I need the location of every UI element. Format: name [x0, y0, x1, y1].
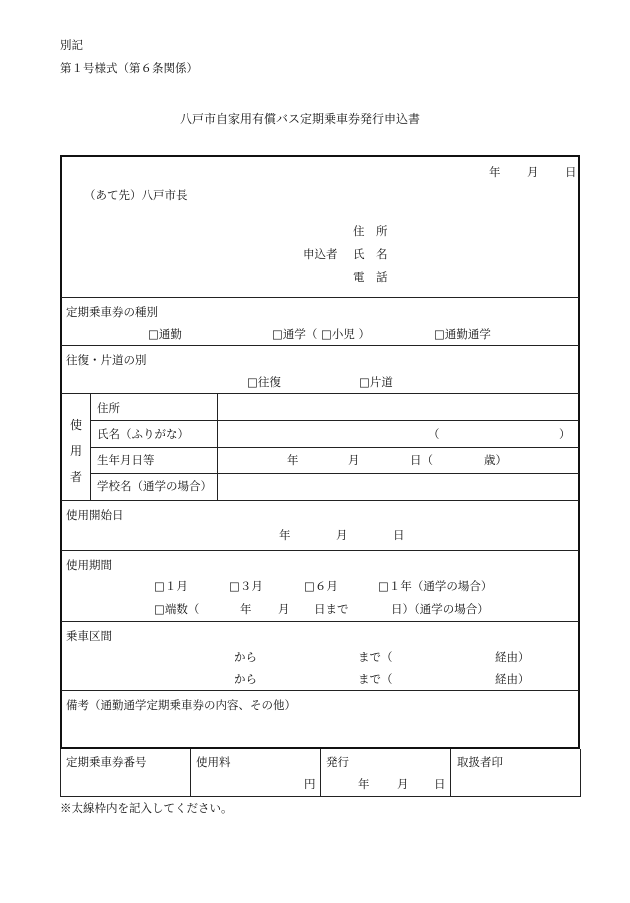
divider	[61, 393, 579, 394]
section-2-to: まで（	[358, 672, 393, 686]
divider	[90, 420, 579, 421]
pass-type-commute-school-checkbox[interactable]: □通学（ □小児 ）	[272, 327, 371, 341]
divider	[217, 393, 218, 500]
pass-type-label: 定期乗車券の種別	[66, 305, 158, 319]
user-name-paren-open: （	[428, 427, 440, 441]
period-fraction-days: 日）（通学の場合）	[391, 602, 489, 616]
section-1-via: 経由）	[495, 650, 530, 664]
user-name-paren-close: ）	[559, 427, 571, 441]
pass-type-work-school-checkbox[interactable]: □通勤通学	[434, 327, 491, 341]
handler-seal-label: 取扱者印	[457, 755, 503, 769]
user-school-label: 学校名（通学の場合）	[97, 479, 212, 493]
form-number: 第１号様式（第６条関係）	[60, 61, 198, 75]
divider	[61, 500, 579, 501]
user-birth-day: 日（	[410, 453, 433, 467]
date-year: 年	[489, 165, 501, 179]
divider	[450, 749, 451, 797]
divider	[90, 393, 91, 500]
section-2-from: から	[234, 672, 257, 686]
fee-yen: 円	[304, 777, 316, 791]
period-label: 使用期間	[66, 558, 112, 572]
applicant-phone-label: 電 話	[353, 270, 388, 284]
trip-type-label: 往復・片道の別	[66, 353, 147, 367]
page-title: 八戸市自家用有償バス定期乗車券発行申込書	[180, 112, 421, 126]
issue-label: 発行	[326, 755, 349, 769]
period-6-months-checkbox[interactable]: □６月	[304, 579, 338, 593]
fee-label: 使用料	[196, 755, 231, 769]
user-vertical-label: 使 用 者	[69, 418, 82, 484]
applicant-label: 申込者	[303, 247, 338, 261]
user-birth-label: 生年月日等	[97, 453, 155, 467]
divider	[320, 749, 321, 797]
user-birth-year: 年	[287, 453, 299, 467]
period-fraction-year: 年	[240, 602, 252, 616]
period-1-month-checkbox[interactable]: □１月	[154, 579, 188, 593]
section-label: 乗車区間	[66, 629, 112, 643]
divider	[61, 297, 579, 298]
period-1-year-checkbox[interactable]: □１年（通学の場合）	[378, 579, 493, 593]
period-fraction-month: 月	[278, 602, 290, 616]
applicant-name-label: 氏 名	[353, 247, 388, 261]
section-1-from: から	[234, 650, 257, 664]
user-birth-age: 歳）	[484, 453, 507, 467]
addressee: （あて先）八戸市長	[84, 188, 188, 202]
section-1-to: まで（	[358, 650, 393, 664]
start-date-year: 年	[279, 528, 291, 542]
annex-label: 別記	[60, 38, 83, 52]
user-birth-month: 月	[348, 453, 360, 467]
divider	[61, 690, 579, 691]
one-way-checkbox[interactable]: □片道	[359, 375, 393, 389]
user-name-label: 氏名（ふりがな）	[97, 427, 189, 441]
divider	[61, 621, 579, 622]
divider	[90, 473, 579, 474]
user-address-label: 住所	[97, 401, 120, 415]
divider	[61, 345, 579, 346]
issue-month: 月	[397, 777, 409, 791]
round-trip-checkbox[interactable]: □往復	[247, 375, 281, 389]
start-date-month: 月	[336, 528, 348, 542]
divider	[190, 749, 191, 797]
applicant-address-label: 住 所	[353, 224, 388, 238]
period-3-months-checkbox[interactable]: □３月	[229, 579, 263, 593]
start-date-day: 日	[393, 528, 405, 542]
issue-day: 日	[434, 777, 446, 791]
date-day: 日	[565, 165, 577, 179]
date-month: 月	[527, 165, 539, 179]
period-fraction-checkbox[interactable]: □端数（	[154, 602, 200, 616]
issue-year: 年	[358, 777, 370, 791]
divider	[90, 447, 579, 448]
pass-number-label: 定期乗車券番号	[66, 755, 147, 769]
section-2-via: 経由）	[495, 672, 530, 686]
remarks-label: 備考（通勤通学定期乗車券の内容、その他）	[66, 698, 296, 712]
start-date-label: 使用開始日	[66, 508, 124, 522]
footnote: ※太線枠内を記入してください。	[60, 801, 233, 815]
pass-type-commute-work-checkbox[interactable]: □通勤	[148, 327, 182, 341]
divider	[61, 550, 579, 551]
period-fraction-until: 日まで	[314, 602, 349, 616]
